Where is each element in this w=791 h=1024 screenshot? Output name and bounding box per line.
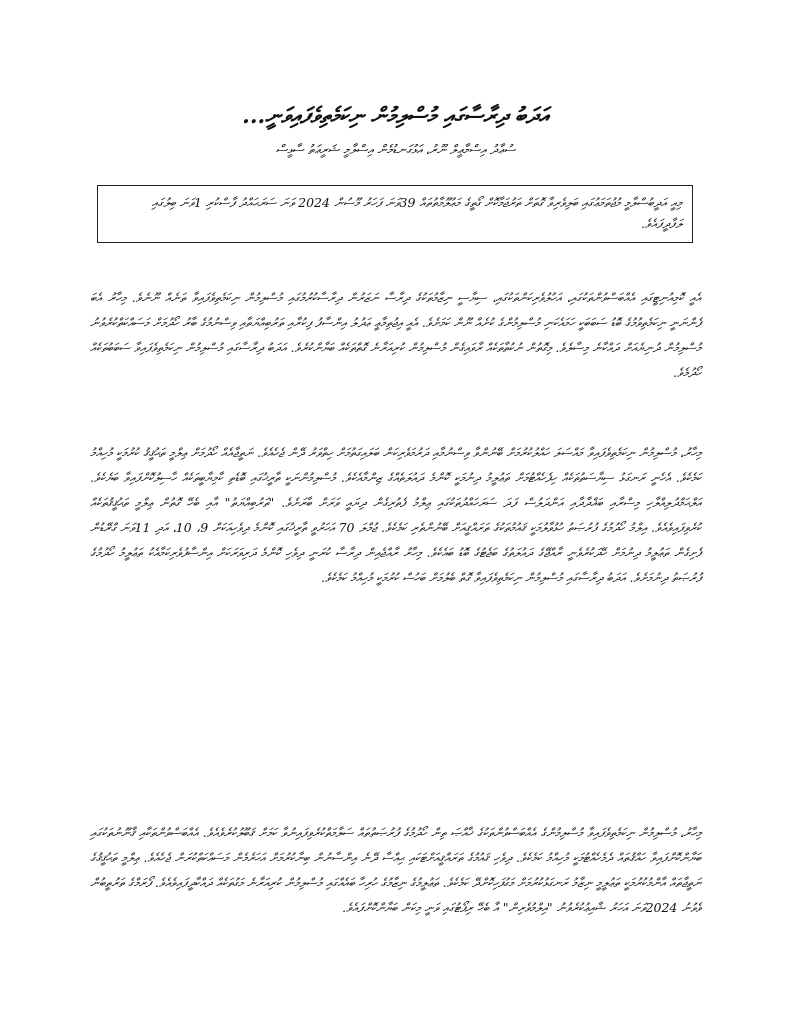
paragraph-text: މިހާރު، މުސްލިމުން ނިކަމެތިވެފައިވާ މައްސަލަ ހައްލުކުރުމަށް ބޭނުންވާ ވިސްނުމާއި ދަރުމަވެރިކަން ބަލައިގަތުމަށް ހިތްވަރު ދޭން ޖެހެއެވެ. ނަތީޖާއެއް ހޯދުމަށް ޢިލްމީ ތަޙުޤީޤު ކުރުމަކީ މުހިއްމު ކަމެކެވެ. އެހެނީ ރަނގަޅު ސިޔާސަތުތަކެއް ހިފެހެއްޓުމަށް ތަޢުލީމު ދިނުމަކީ ކޮންމެ ދައުލަތެއްގެ ޒިންމާއެކެވެ. މުސްލިމުންނަކީ ތާރީޚުގައި ބޮޑެތި ކާމިޔާބީތަކެއް ހާސިލުކޮށްފައިވާ ބަޔެކެވެ. އަލްޙަމްދުލިއްލާހި މިސްރާއި ބަޣްދާދާއި އަންދަލުސް ފަދަ ސަރަހައްދުތަކުގައި ޢިލްމު ފެތުރިގެން ދިޔައީ ވަރަށް ބާރަށެވެ. "ތަރުބިއްޔަތު" އާއި ބެހޭ ގޮތުން ޢިލްމީ ތަޙުޤީޤުތަކެއް ކުރެވިފައިވެއެވެ. އިލްމު ހޯދުމުގެ ފުރުޞަތު ހުޅުވާލުމަކީ ޤައުމުތަކުގެ ތަރައްޤީއަށް ބޭނުންތެރި ކަމެކެވެ. ޖުމްލަ 70 އަހަރުވީ ތާރީޚުގައި ކޮންމެ ދިވެހިއަކަށް 9، 10، އަދި 11ވަނަ ގްރޭޑުން ފެށިގެން ތަޢުލީމު ދިނުމަށް ހޭދަކުރެވެނީ ރާއްޖޭގެ ދައުލަތުގެ ބަޖެޓުގެ ބޮޑު ބައެކެވެ. މިހާރު ރާއްޖެއިން ދިރާސާ ކުރަނީ ދިވެހި ކޮންމެ ދަރިވަރަކަށް އިންސާފުވެރިކަމާއެކު ތަޢުލީމު ހޯދުމުގެ ފުރުޞަތު ދިނުމަށެވެ. އަދަބު ދިރާސާގައި މުސްލިމުން ނިކަމެތިވެފައިވާ ގޮތް ބެލުމަށް ބަހުސް ކުރުމަކީ މުހިއްމު ކަމެކެވެ. bbox=[90, 445, 702, 585]
paragraph-text: އެއީ ކޮމިއުނިޓީގައި އެއްބަސްވުންތަކުގައި، އަހުލުވެރިކަންތަކުގައި، ސިޔާސީ ނިޒާމުތަކުގެ ދިރާސާ ނަޒަރުން ދިރާސާކުރުމުގައި މުސްލިމުން ނިކަމެތިވެފައިވާ ތަނެއް ނޫނެވެ. މިހާރު އެބަ ފެންނަނީ ނިކަމެތިވުމުގެ ބޮޑު ސަބަބަކީ ހަމައެކަނި މުސްލިމުންގެ ކުށެއް ނޫން ކަމަށެވެ. އެއީ އިޖުތިމާޢީ ޢަދުލު އިންސާފު ފިކުރާއި ތަރުބިއްޔަތާއި ވިސްނުމުގެ ބާރު ހޯދުމަށް މަސައްކަތްކުރެވުނު މުސްލިމުން ދުނިޔެއަށް ދައްކާނެ މިސާލެވެ. މިގޮތުން ނުކުތާތަކެއް ރާވައިގެން މުސްލިމުން ކުރިއަރާނެ ގޮތްތަކެއް ބަޔާންކުރެވެ. އަދަބު ދިރާސާގައި މުސްލިމުން ނިކަމެތިވެފައިވާ ސަބަބުތަކެއް ހޯދުމެވެ. bbox=[90, 290, 701, 380]
paragraph-text: މިހާރު، މުސްލިމުން ނިކަމެތިވެފައިވާ މުސްލިމުންގެ އެއްބަސްވުންތަކުގެ ޚާއްޞަ ތިން ހޯދުމުގެ ފުރުޞަތުތައް ސަލާމަތްކުރެވިފައިނުވާ ކަމަށް ޤަބޫލުކުރެވެއެވެ. އެއްބަސްވުންތަކާއި ޤާނޫނުތަކުގައި ބަޔާންކޮށްފައިވާ ހައްޤުތައް ދެމެހެއްޓުމަކީ މުހިއްމު ކަމެކެވެ. ދިވެހި ޤައުމުގެ ތަރައްޤީއަށްޓަކައި ޙިއްސާ ދޭނެ އިންސާނުން ބިނާކުރުމަށް އަހަރެމެން މަސައްކަތްކުރަން ޖެހެއެވެ. ޢިލްމީ ތަޙުޤީޤުގެ ނަތީޖާތައް އާންމުކުރުމަކީ ތަޢުލީމީ ނިޒާމު ރަނގަޅުކުރުމަށް މަގުފަހިކޮށްދޭ ކަމެކެވެ. ތަޢުލީމުގެ ނިޒާމުގެ ހުރިހާ ބައެއްގައި މުސްލިމުން ކުރިއަރާނެ މަގުތަކެއް ދައްކާދީފައިވެއެވެ. ފޯރަމްގެ ތަރުތީބުން ވެވުނު 2024ވަނަ އަހަރު ޝާއިޢުކުރެވުނު "އިލްމުވެރިން" އާ ބެހޭ ރިޕޯޓުގައި ވަނީ މިކަން ބަޔާންކޮށްފައެވެ. bbox=[90, 825, 701, 915]
paragraph bbox=[90, 440, 701, 590]
document-title: އަދަބު ދިރާސާގައި މުސްލިމުން ނިކަމެތިވެފައިވަނީ... bbox=[242, 103, 549, 129]
paragraph bbox=[90, 285, 701, 385]
abstract-box bbox=[97, 185, 693, 243]
paragraph bbox=[90, 820, 701, 920]
author-line: ސުޢާދު އިސްމާޢީލް ނޫރު، އަޅުގަނޑުމެން އިސްލާމީ ޝަރީޢަތު ސާޅީސް bbox=[275, 143, 516, 158]
abstract-text: މިއީ އަދީބުސްލާމީ މުޖުތަމަޢުގައި ބަލިވެރިވާ ގޮތަށް ތަރުޖަމާކޮށް ގޯތީގެ މަޢުލޫމާތުތައް 39ވަނަ ފަހަރު މޫސުން 2024 ވަނަ ސަރަޙައްދު ފާސްކުރި 1ވަނަ ބިލުގައި ލަފާދީފައެވެ. bbox=[151, 195, 682, 231]
